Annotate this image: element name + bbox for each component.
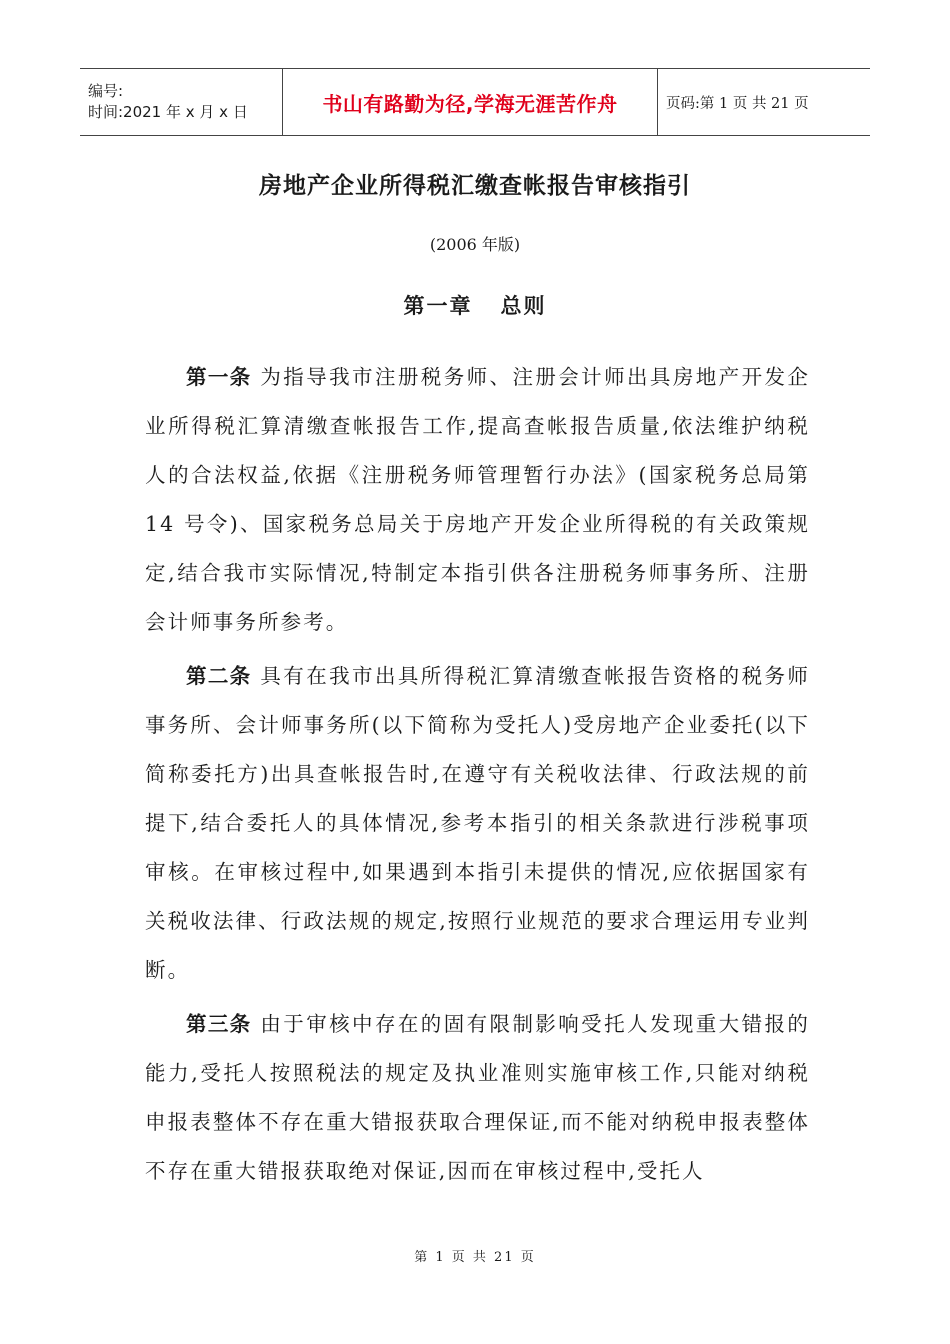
header-motto: 书山有路勤为径,学海无涯苦作舟: [322, 91, 618, 116]
document-date-label: 时间:2021 年 x 月 x 日: [88, 103, 248, 121]
header-motto-cell: [282, 69, 658, 135]
document-number-label: 编号:: [88, 82, 124, 100]
document-edition: (2006 年版): [429, 235, 521, 254]
article-2-text: 具有在我市出具所得税汇算清缴查帐报告资格的税务师事务所、会计师事务所(以下简称为受托人)受房地产企业委托(以下简称委托方)出具查帐报告时,在遵守有关税收法律、行政法规的前提下,结合委托人的具体情况,参考本指引的相关条款进行涉税事项审核。在审核过程中,如果遇到本指引未提供的情况,应依据国家有关税收法律、行政法规的规定,按照行业规范的要求合理运用专业判断。: [145, 664, 811, 982]
article-2-heading: 第二条: [186, 664, 252, 688]
header-meta: [80, 69, 282, 135]
page-footer-number: 第 1 页 共 21 页: [414, 1250, 536, 1265]
page-header: [80, 68, 870, 136]
article-1-heading: 第一条: [186, 365, 252, 389]
header-page-cell: [658, 69, 870, 135]
article-3-text: 由于审核中存在的固有限制影响受托人发现重大错报的能力,受托人按照税法的规定及执业准则实施审核工作,只能对纳税申报表整体不存在重大错报获取合理保证,而不能对纳税申报表整体不存在重大错报获取绝对保证,因而在审核过程中,受托人: [145, 1012, 811, 1183]
article-1-text: 为指导我市注册税务师、注册会计师出具房地产开发企业所得税汇算清缴查帐报告工作,提高查帐报告质量,依法维护纳税人的合法权益,依据《注册税务师管理暂行办法》(国家税务总局第 14 号令)、国家税务总局关于房地产开发企业所得税的有关政策规定,结合我市实际情况,特制定本指引供各注册税务师事务所、注册会计师事务所参考。: [145, 365, 811, 634]
article-2: [145, 652, 810, 995]
header-page-label: 页码:第 1 页 共 21 页: [666, 95, 809, 112]
chapter-heading: 第一章 总则: [403, 293, 547, 318]
article-1: [145, 353, 810, 647]
article-3: [145, 1000, 810, 1196]
document-title: 房地产企业所得税汇缴查帐报告审核指引: [259, 172, 691, 199]
article-3-heading: 第三条: [186, 1012, 252, 1036]
